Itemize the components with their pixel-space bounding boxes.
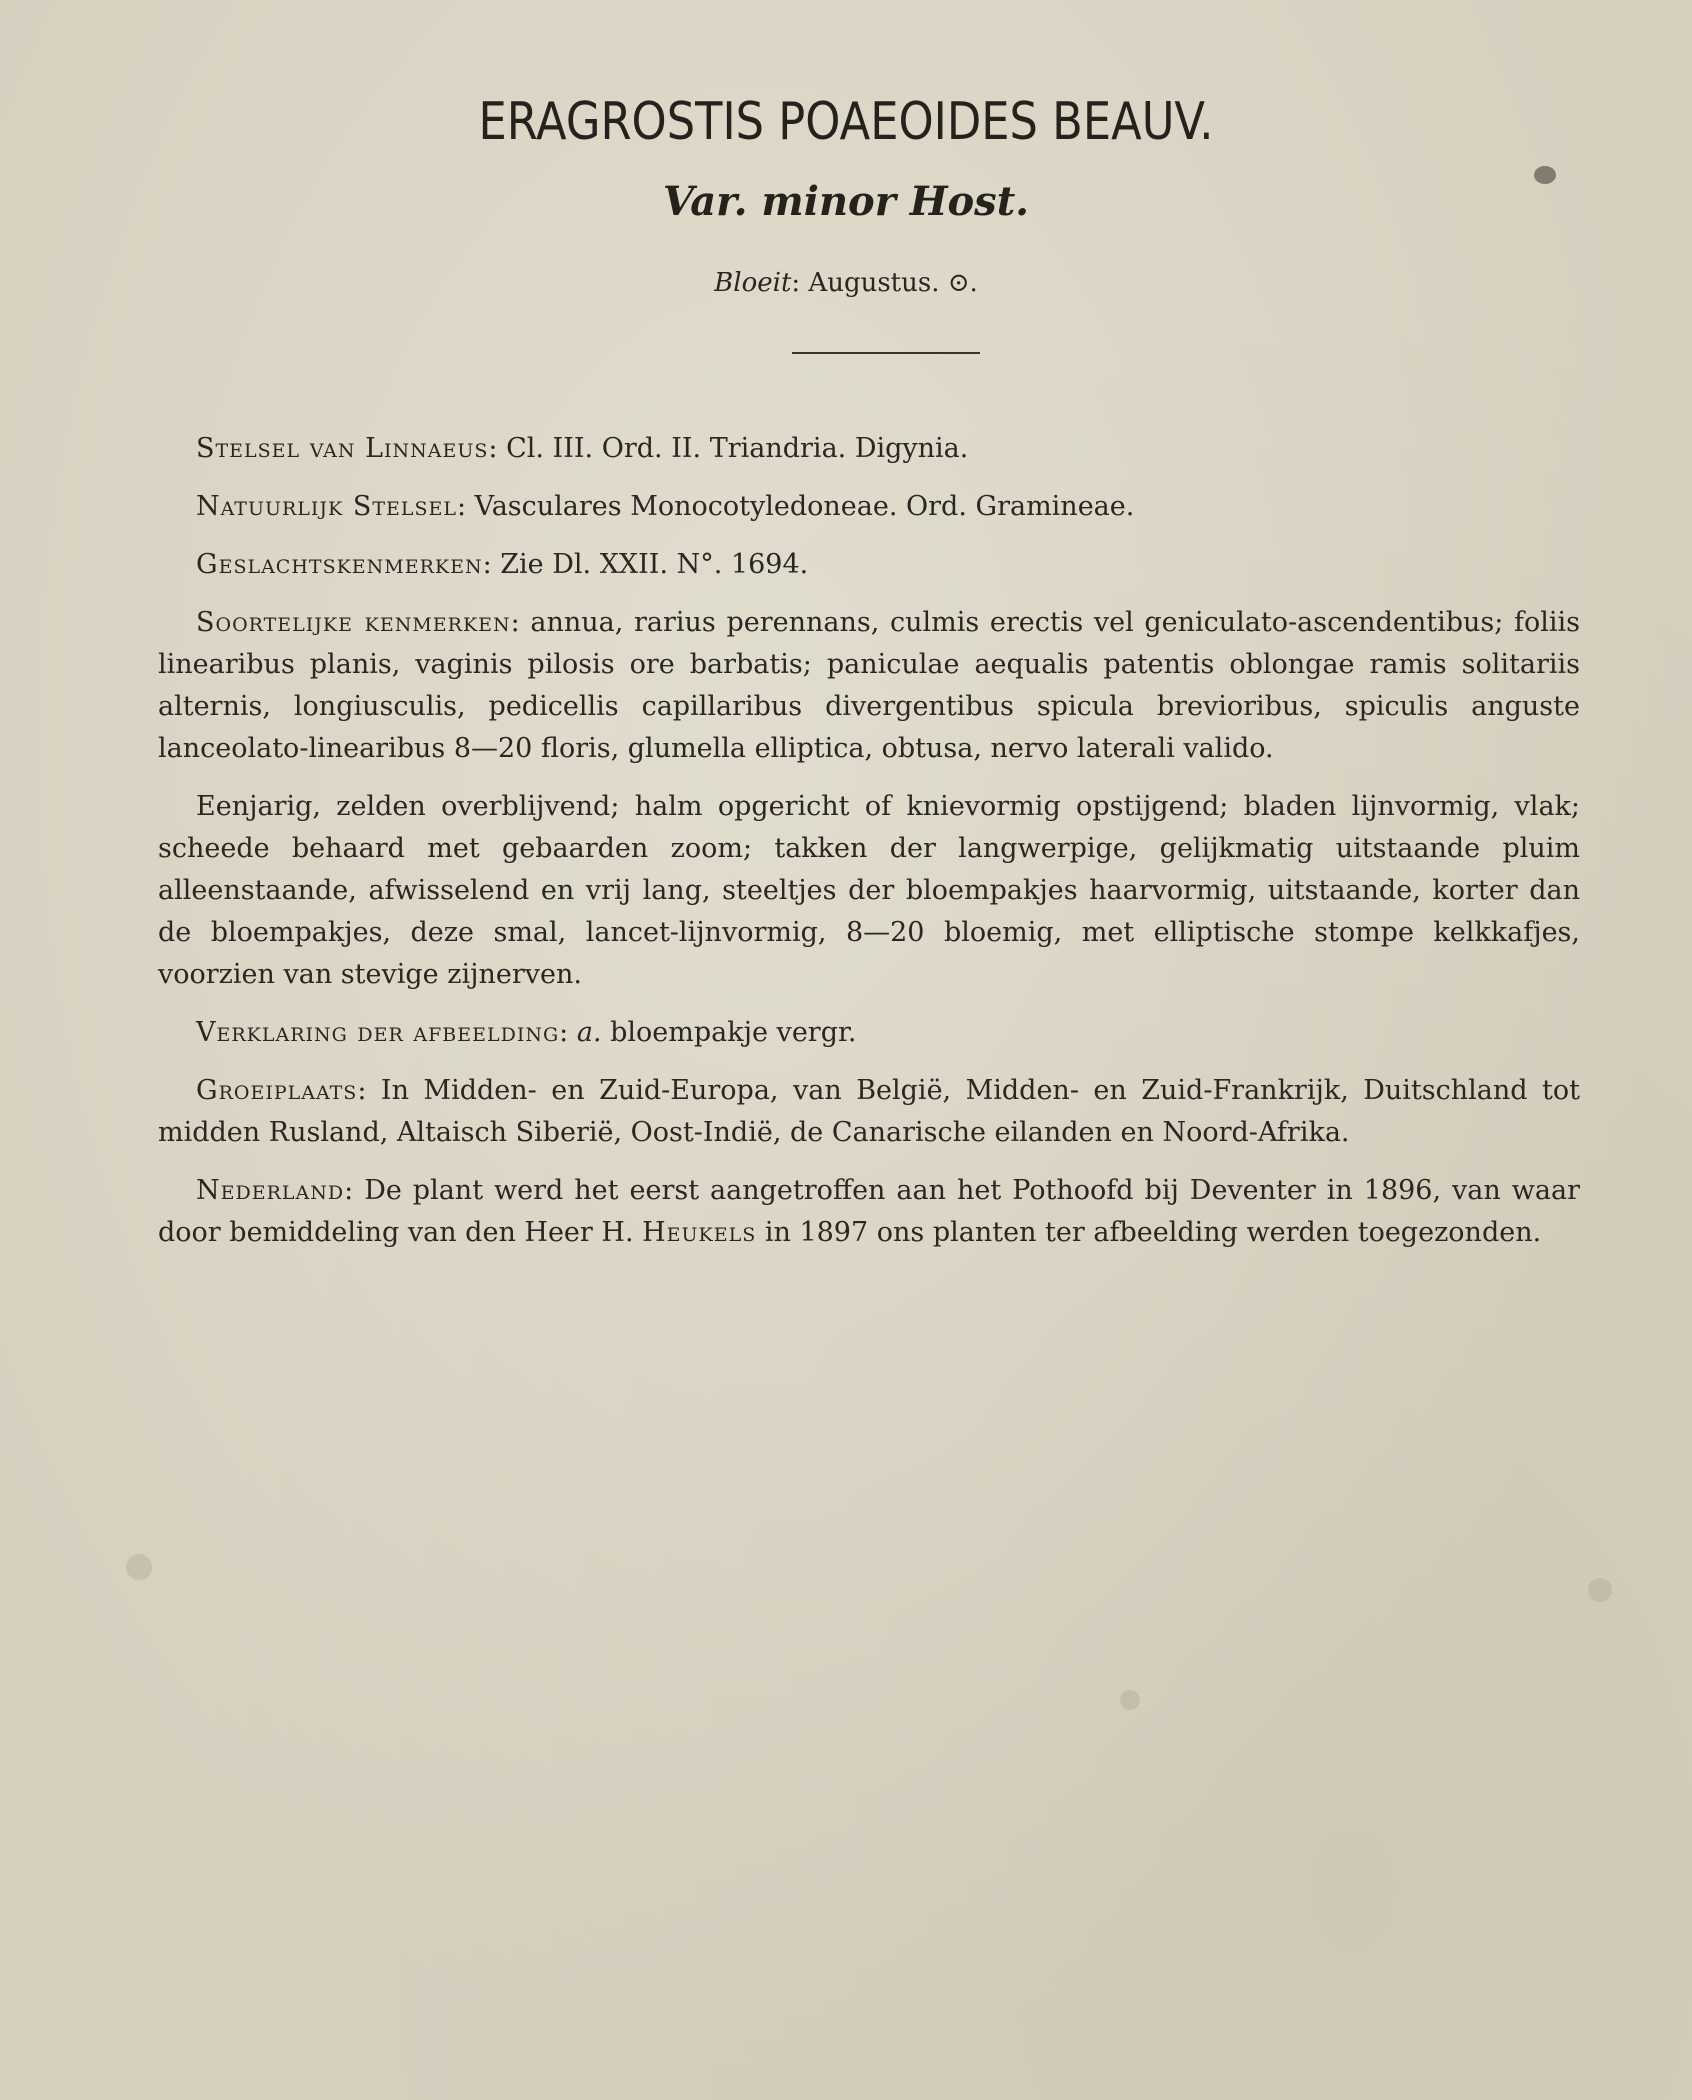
section-label: Stelsel van Linnaeus bbox=[196, 433, 489, 464]
person-name: Heukels bbox=[642, 1217, 757, 1248]
section-dutch-description bbox=[158, 786, 1580, 996]
section-habitat bbox=[158, 1070, 1580, 1154]
section-natural-system bbox=[158, 486, 1580, 528]
section-text-after: in 1897 ons planten ter afbeelding werden toegezonden. bbox=[756, 1217, 1542, 1248]
section-linnaeus bbox=[158, 428, 1580, 470]
section-text: : Vasculares Monocotyledoneae. Ord. Gramineae. bbox=[457, 491, 1135, 522]
paper-spot bbox=[1120, 1690, 1140, 1710]
section-species-characteristics bbox=[158, 602, 1580, 770]
section-label: Natuurlijk Stelsel bbox=[196, 491, 457, 522]
paper-spot bbox=[126, 1554, 152, 1580]
section-label: Verklaring der afbeelding bbox=[196, 1017, 560, 1048]
section-text: : Cl. III. Ord. II. Triandria. Digynia. bbox=[488, 433, 969, 464]
section-text-after: bloempakje vergr. bbox=[601, 1017, 857, 1048]
flowering-value: : Augustus. ⊙. bbox=[791, 268, 978, 298]
section-text: Eenjarig, zelden overblijvend; halm opgericht of knievormig opstijgend; bladen lijnvormig, vlak; scheede behaard met gebaarden zoom; takken der langwerpige, gelijkmatig uitstaande pluim alleenstaande, afwisselend en vrij lang, steeltjes der bloempakjes haarvormig, uitstaande, korter dan de bloempakjes, deze smal, lancet-lijnvormig, 8—20 bloemig, met elliptische stompe kelkkafjes, voorzien van stevige zijnerven. bbox=[158, 791, 1580, 990]
section-label: Nederland bbox=[196, 1175, 345, 1206]
section-genus-characteristics bbox=[158, 544, 1580, 586]
paper-spot bbox=[1588, 1578, 1612, 1602]
section-figure-explanation bbox=[158, 1012, 1580, 1054]
flowering-line bbox=[0, 268, 1692, 298]
section-label: Geslachtskenmerken bbox=[196, 549, 483, 580]
section-label: Groeiplaats bbox=[196, 1075, 358, 1106]
section-text: : annua, rarius perennans, culmis erectis vel geniculato-ascendentibus; foliis linearibus planis, vaginis pilosis ore barbatis; paniculae aequalis patentis oblongae ramis solitariis alternis, longiusculis, pedicellis capillaribus divergentibus spicula brevioribus, spiculis anguste lanceolato-linearibus 8—20 floris, glumella elliptica, obtusa, nervo laterali valido. bbox=[158, 607, 1581, 764]
section-label: Soortelijke kenmerken bbox=[196, 607, 511, 638]
section-netherlands bbox=[158, 1170, 1580, 1254]
figure-letter: a. bbox=[576, 1017, 602, 1048]
flowering-label: Bloeit bbox=[714, 268, 792, 298]
section-text: : In Midden- en Zuid-Europa, van België, Midden- en Zuid-Frankrijk, Duitschland tot midden Rusland, Altaisch Siberië, Oost-Indië, de Canarische eilanden en Noord-Afrika. bbox=[158, 1075, 1580, 1148]
page-title: ERAGROSTIS POAEOIDES BEAUV. bbox=[478, 92, 1214, 152]
divider-rule bbox=[792, 352, 980, 354]
description-body bbox=[158, 428, 1580, 1270]
section-text: : bbox=[559, 1017, 577, 1048]
section-text: : Zie Dl. XXII. N°. 1694. bbox=[482, 549, 809, 580]
section-text: : De plant werd het eerst aangetroffen aan het Pothoofd bij Deventer in 1896, van waar door bemiddeling van den Heer H. bbox=[158, 1175, 1580, 1248]
variety-subtitle: Var. minor Host. bbox=[662, 178, 1030, 225]
